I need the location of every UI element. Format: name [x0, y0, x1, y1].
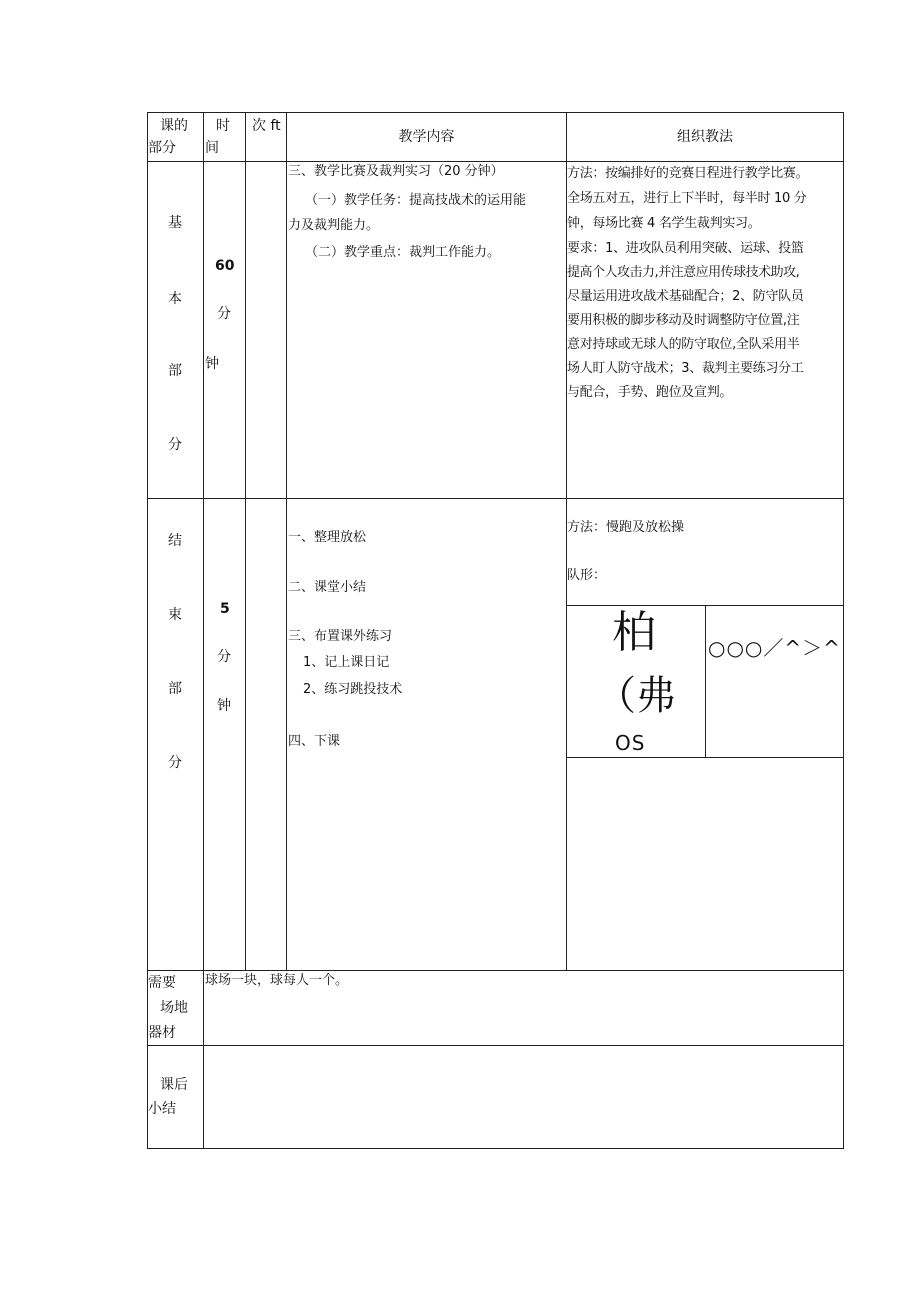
basic-section-char-3: 部 — [168, 363, 182, 379]
header-section-line1: 课的 — [160, 118, 188, 134]
equipment-label-line2: 场地 — [160, 1000, 188, 1016]
summary-label-line2: 小结 — [148, 1101, 176, 1117]
ending-section-char-2: 束 — [168, 607, 182, 623]
ending-time-value: 5 — [220, 601, 230, 617]
basic-method-line-4: 要求：1、进攻队员利用突破、运球、投篮 — [567, 241, 804, 256]
ending-method-line-2: 队形： — [567, 568, 607, 583]
basic-method-line-6: 尽量运用进攻战术基础配合；2、防守队员 — [567, 289, 804, 304]
formation-symbols: ○○○／^＞^ — [708, 636, 841, 660]
table-border-right — [843, 112, 844, 1149]
equipment-row-divider — [147, 1045, 844, 1046]
header-count: 次 ft — [252, 118, 281, 134]
basic-content-line-4: （二）教学重点：裁判工作能力。 — [305, 245, 501, 260]
ending-content-item-6: 四、下课 — [288, 734, 341, 749]
section-col-divider — [203, 112, 204, 1149]
basic-content-line-3: 力及裁判能力。 — [288, 218, 380, 233]
basic-row-divider — [147, 498, 844, 499]
ending-section-char-4: 分 — [168, 755, 182, 771]
basic-method-line-3: 钟，每场比赛 4 名学生裁判实习。 — [567, 216, 761, 231]
header-time-line1: 时 — [216, 118, 230, 134]
ending-content-item-5: 2、练习跳投技术 — [303, 682, 403, 697]
basic-section-char-1: 基 — [168, 215, 182, 231]
basic-time-value: 60 — [215, 258, 235, 274]
header-time-line2: 间 — [205, 140, 219, 156]
header-content: 教学内容 — [398, 129, 455, 145]
formation-big-glyph-2: （弗 — [596, 673, 676, 719]
count-col-divider — [286, 112, 287, 971]
ending-method-line-1: 方法：慢跑及放松操 — [567, 520, 685, 535]
time-col-divider — [245, 112, 246, 971]
formation-small-text: OS — [615, 731, 646, 755]
ending-row-divider — [147, 970, 844, 971]
ending-content-item-4: 1、记上课日记 — [303, 655, 390, 670]
basic-method-line-5: 提高个人攻击力,并注意应用传球技术助攻, — [567, 265, 800, 280]
ending-section-char-3: 部 — [168, 681, 182, 697]
header-row-divider — [147, 161, 844, 162]
ending-content-item-3: 三、布置课外练习 — [288, 629, 393, 644]
basic-method-line-8: 意对持球或无球人的防守取位,全队采用半 — [567, 337, 800, 352]
equipment-label-line3: 器材 — [148, 1025, 176, 1041]
summary-label-line1: 课后 — [160, 1077, 188, 1093]
basic-method-line-2: 全场五对五，进行上下半时，每半时 10 分 — [567, 191, 807, 206]
basic-method-line-1: 方法：按编排好的竞赛日程进行教学比赛。 — [567, 166, 809, 181]
basic-content-line-2: （一）教学任务：提高技战术的运用能 — [305, 193, 527, 208]
basic-time-unit1: 分 — [217, 306, 231, 322]
header-section-line2: 部分 — [148, 140, 176, 156]
table-border-top — [147, 112, 844, 113]
table-border-left — [147, 112, 148, 1149]
formation-big-glyph-1: 柏 — [612, 607, 656, 658]
ending-content-item-2: 二、课堂小结 — [288, 580, 367, 595]
header-method: 组织教法 — [677, 129, 733, 145]
basic-section-char-4: 分 — [168, 437, 182, 453]
basic-time-unit2: 钟 — [205, 356, 219, 372]
formation-inner-divider — [705, 605, 706, 758]
ending-content-item-1: 一、整理放松 — [288, 530, 367, 545]
basic-method-line-9: 场人盯人防守战术；3、裁判主要练习分工 — [567, 361, 804, 376]
ending-section-char-1: 结 — [168, 533, 182, 549]
basic-section-char-2: 本 — [168, 291, 182, 307]
ending-time-unit1: 分 — [217, 649, 231, 665]
basic-content-line-1: 三、教学比赛及裁判实习（20 分钟） — [288, 164, 504, 179]
equipment-label-line1: 需要 — [148, 975, 176, 991]
basic-method-line-7: 要用积极的脚步移动及时调整防守位置,注 — [567, 313, 800, 328]
table-border-bottom — [147, 1148, 844, 1149]
ending-time-unit2: 钟 — [217, 698, 231, 714]
equipment-value: 球场一块，球每人一个。 — [205, 973, 349, 988]
basic-method-line-10: 与配合，手势、跑位及宣判。 — [567, 385, 733, 400]
